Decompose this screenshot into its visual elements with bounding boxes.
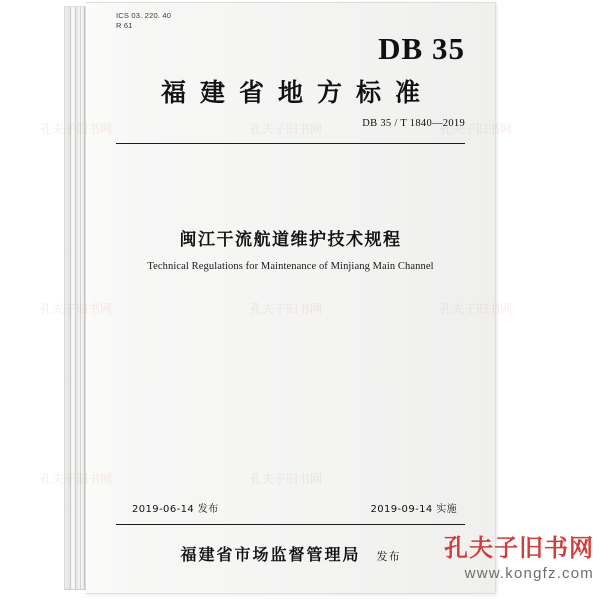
book-spine-page-edges [64, 6, 88, 590]
cover-content [86, 3, 495, 593]
standard-series-title: 福建省地方标准 [160, 78, 434, 107]
book-cover [64, 2, 496, 594]
document-title-english: Technical Regulations for Maintenance of Minjiang Main Channel [147, 261, 434, 272]
cover-front-face [86, 2, 496, 594]
publisher-name: 福建省市场监督管理局 [180, 545, 361, 564]
db-standard-mark: DB 35 [378, 31, 465, 66]
document-title-chinese: 闽江干流航道维护技术规程 [179, 230, 402, 250]
header-divider-rule [116, 143, 465, 144]
watermark-site-url: www.kongfz.com [464, 565, 594, 582]
standard-number: DB 35 / T 1840—2019 [362, 118, 465, 129]
ics-classification-code [116, 11, 171, 31]
effective-date: 2019-09-14 实施 [370, 504, 457, 515]
publisher-block [116, 542, 465, 565]
publisher-verb: 发布 [376, 550, 401, 563]
watermark-site-name: 孔夫子旧书网 [444, 534, 594, 562]
ics-code-line: ICS 03. 220. 40 [116, 11, 172, 20]
issue-date: 2019-06-14 发布 [132, 504, 219, 515]
footer-divider-rule [116, 524, 465, 525]
ics-category-line: R 61 [116, 21, 133, 30]
